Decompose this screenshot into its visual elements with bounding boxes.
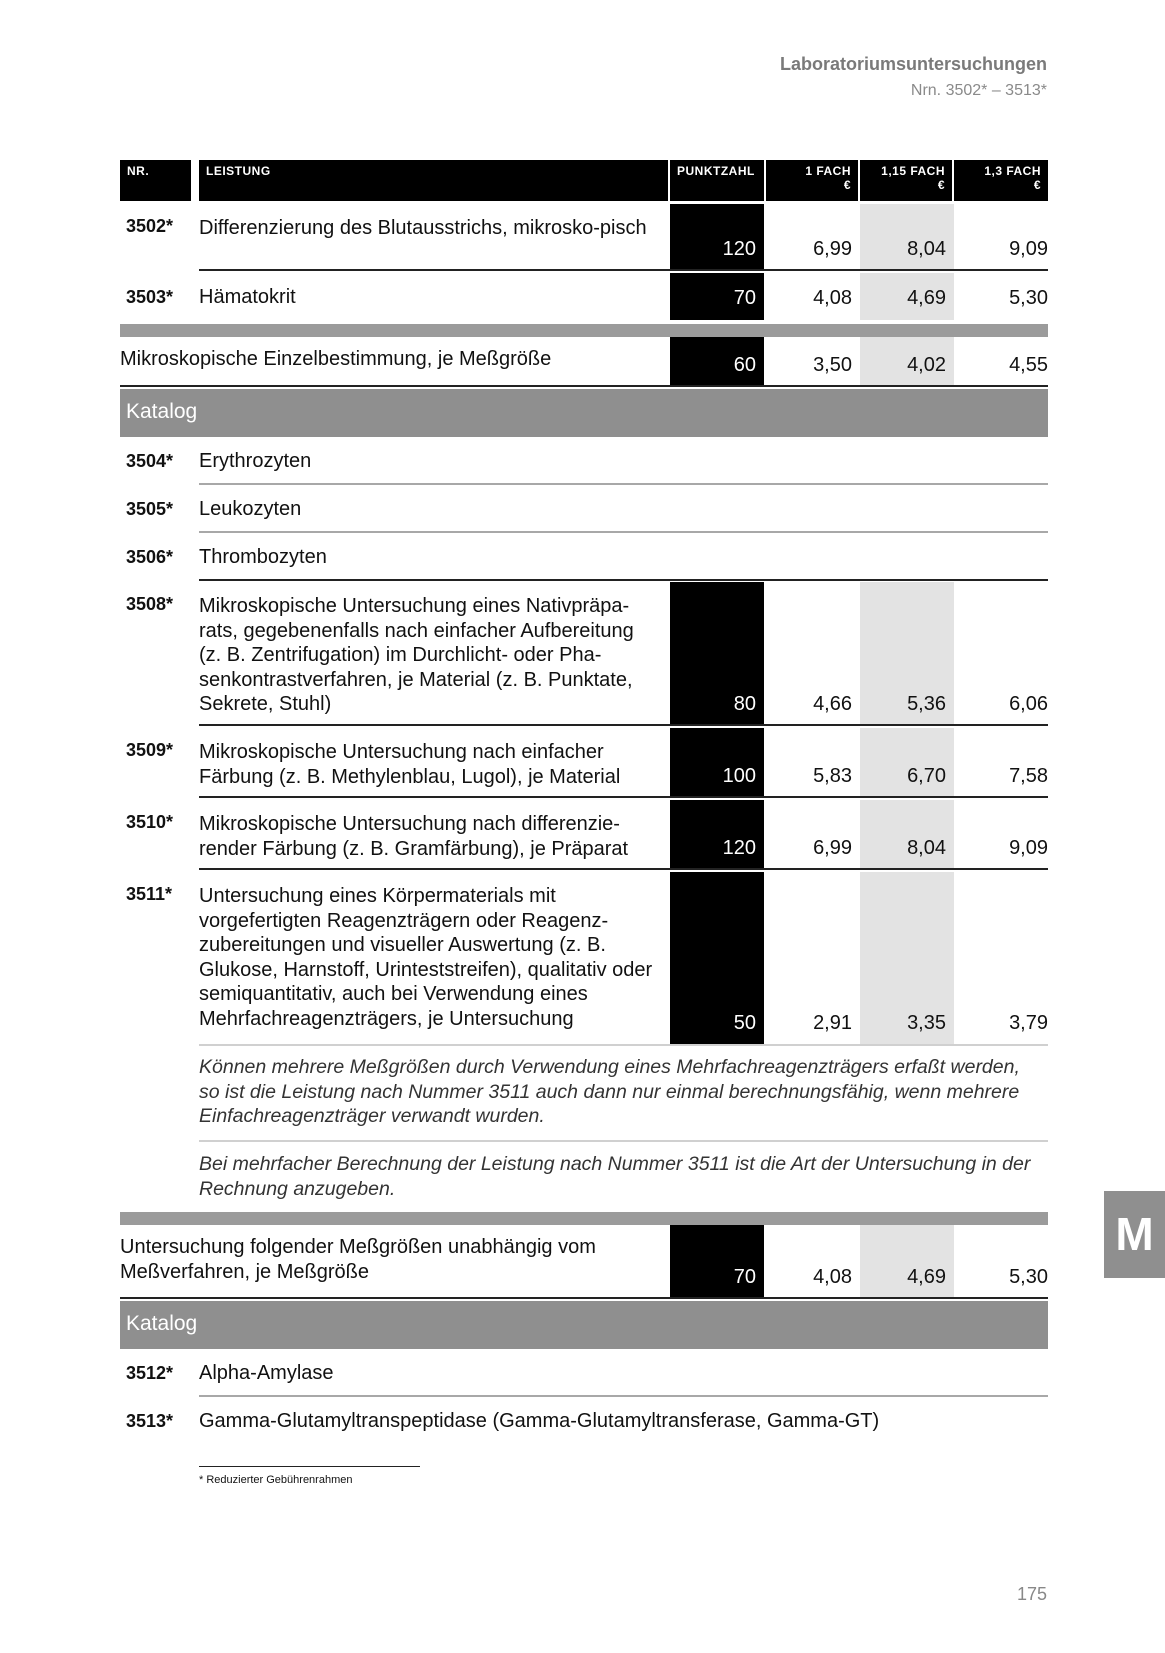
row-number: 3502* — [126, 216, 174, 236]
row-description: Gamma-Glutamyltranspeptidase (Gamma-Glutamyltransferase, Gamma-GT) — [199, 1410, 880, 1432]
fee-1fach-cell: 4,08 — [813, 1266, 852, 1288]
row-number: 3513* — [126, 1411, 174, 1431]
fee-13fach-cell: 3,79 — [1009, 1012, 1048, 1034]
fee-1fach-cell: 6,99 — [813, 837, 852, 859]
row-number: 3504* — [126, 451, 174, 471]
fee-13fach-cell: 6,06 — [1009, 693, 1048, 715]
fee-115fach-cell: 8,04 — [860, 204, 954, 271]
table-row — [120, 582, 1048, 726]
table-row — [120, 872, 1048, 1045]
fee-13fach-cell: 5,30 — [1009, 1266, 1048, 1288]
fee-115fach-cell: 4,02 — [860, 337, 954, 387]
row-description: Leukozyten — [199, 498, 302, 520]
row-description: Erythrozyten — [199, 450, 312, 472]
col-header-leistung: LEISTUNG — [199, 160, 668, 201]
punktzahl-cell: 100 — [670, 728, 764, 798]
table-row — [120, 273, 1048, 320]
punktzahl-cell: 50 — [670, 872, 764, 1045]
note-divider — [199, 1140, 1048, 1142]
row-number: 3506* — [126, 547, 174, 567]
row-description: Hämatokrit — [199, 286, 296, 308]
punktzahl-cell: 70 — [670, 273, 764, 320]
note-text: Können mehrere Meßgrößen durch Verwendung eines Mehrfachreagenzträgers erfaßt werden, so ist die Leistung nach Nummer 3511 auch dann nur einmal berechnungsfähig, wenn mehrere Einfachreagenzträger verwandt wurden. — [199, 1056, 1020, 1127]
table-row — [120, 204, 1048, 271]
row-divider — [120, 385, 1048, 387]
fee-115fach-cell: 4,69 — [860, 273, 954, 320]
fee-1fach-cell: 6,99 — [813, 238, 852, 260]
col-header-1fach: 1 FACH € — [766, 160, 858, 201]
section-band — [120, 324, 1048, 337]
table-row — [120, 728, 1048, 798]
punktzahl-cell: 120 — [670, 204, 764, 271]
fee-115fach-cell: 5,36 — [860, 582, 954, 726]
fee-115fach-cell: 8,04 — [860, 800, 954, 870]
catalog-heading: Katalog — [120, 389, 1048, 437]
row-number: 3508* — [126, 594, 174, 614]
footnote: * Reduzierter Gebührenrahmen — [199, 1474, 353, 1486]
punktzahl-cell: 120 — [670, 800, 764, 870]
row-divider — [199, 269, 1048, 271]
fee-1fach-cell: 4,66 — [813, 693, 852, 715]
row-description: Untersuchung eines Körpermaterials mit vorgefertigten Reagenzträgern oder Reagenz-zubereitungen und visueller Auswertung (z. B. Glukose, Harnstoff, Urinteststreifen), qualitativ oder semiquantitativ, auch bei Verwendung eines Mehrfachreagenzträgers, je Untersuchung — [199, 885, 653, 1030]
group-row — [120, 337, 1048, 387]
punktzahl-cell: 80 — [670, 582, 764, 726]
table-row — [120, 437, 1048, 485]
row-description: Alpha-Amylase — [199, 1362, 334, 1384]
fee-1fach-cell: 5,83 — [813, 765, 852, 787]
catalog-heading: Katalog — [120, 1301, 1048, 1349]
group-row — [120, 1225, 1048, 1299]
fee-115fach-cell: 4,69 — [860, 1225, 954, 1299]
table-row — [120, 1397, 1048, 1445]
group-description: Untersuchung folgender Meßgrößen unabhängig vom Meßverfahren, je Meßgröße — [120, 1236, 596, 1283]
fee-115fach-cell: 3,35 — [860, 872, 954, 1045]
fee-1fach-cell: 4,08 — [813, 287, 852, 309]
group-description: Mikroskopische Einzelbestimmung, je Meßgröße — [120, 348, 552, 370]
section-band — [120, 1212, 1048, 1225]
col-header-nr: NR. — [120, 160, 191, 201]
fee-13fach-cell: 4,55 — [1009, 354, 1048, 376]
running-header-range: Nrn. 3502* – 3513* — [910, 82, 1047, 99]
col-header-13fach: 1,3 FACH € — [954, 160, 1048, 201]
table-row — [120, 533, 1048, 581]
punktzahl-cell: 70 — [670, 1225, 764, 1299]
fee-1fach-cell: 2,91 — [813, 1012, 852, 1034]
col-header-115fach: 1,15 FACH € — [860, 160, 952, 201]
fee-13fach-cell: 5,30 — [1009, 287, 1048, 309]
page-number: 175 — [1016, 1584, 1047, 1604]
note-divider — [199, 1044, 1048, 1046]
fee-1fach-cell: 3,50 — [813, 354, 852, 376]
row-divider — [199, 724, 1048, 726]
table-row — [120, 485, 1048, 533]
table-row — [120, 1349, 1048, 1397]
row-divider — [199, 579, 1048, 581]
row-number: 3510* — [126, 812, 174, 832]
row-divider — [120, 1297, 1048, 1299]
row-number: 3509* — [126, 740, 174, 760]
row-description: Thrombozyten — [199, 546, 327, 568]
row-number: 3511* — [126, 884, 173, 904]
row-description: Mikroskopische Untersuchung nach differenzie-render Färbung (z. B. Gramfärbung), je Präparat — [199, 813, 629, 860]
section-tab: M — [1104, 1191, 1165, 1278]
row-description: Mikroskopische Untersuchung eines Nativpräpa-rats, gegebenenfalls nach einfacher Aufbereitung (z. B. Zentrifugation) im Durchlicht- oder Pha-senkontrastverfahren, je Material (z. B. Punktate, Sekrete, Stuhl) — [199, 595, 634, 715]
table-header — [120, 160, 1048, 201]
footnote-rule — [199, 1466, 420, 1467]
fee-13fach-cell: 7,58 — [1009, 765, 1048, 787]
fee-13fach-cell: 9,09 — [1009, 238, 1048, 260]
fee-115fach-cell: 6,70 — [860, 728, 954, 798]
fee-13fach-cell: 9,09 — [1009, 837, 1048, 859]
punktzahl-cell: 60 — [670, 337, 764, 387]
row-divider — [199, 796, 1048, 798]
row-number: 3503* — [126, 287, 174, 307]
row-divider — [199, 868, 1048, 870]
running-header-title: Laboratoriumsuntersuchungen — [779, 54, 1047, 74]
row-description: Mikroskopische Untersuchung nach einfacher Färbung (z. B. Methylenblau, Lugol), je Material — [199, 741, 621, 788]
table-row — [120, 800, 1048, 870]
col-header-punktzahl: PUNKTZAHL — [670, 160, 764, 201]
row-description: Differenzierung des Blutausstrichs, mikrosko-pisch — [199, 217, 647, 239]
note-text: Bei mehrfacher Berechnung der Leistung nach Nummer 3511 ist die Art der Untersuchung in der Rechnung anzugeben. — [199, 1153, 1031, 1200]
row-number: 3505* — [126, 499, 174, 519]
row-number: 3512* — [126, 1363, 174, 1383]
